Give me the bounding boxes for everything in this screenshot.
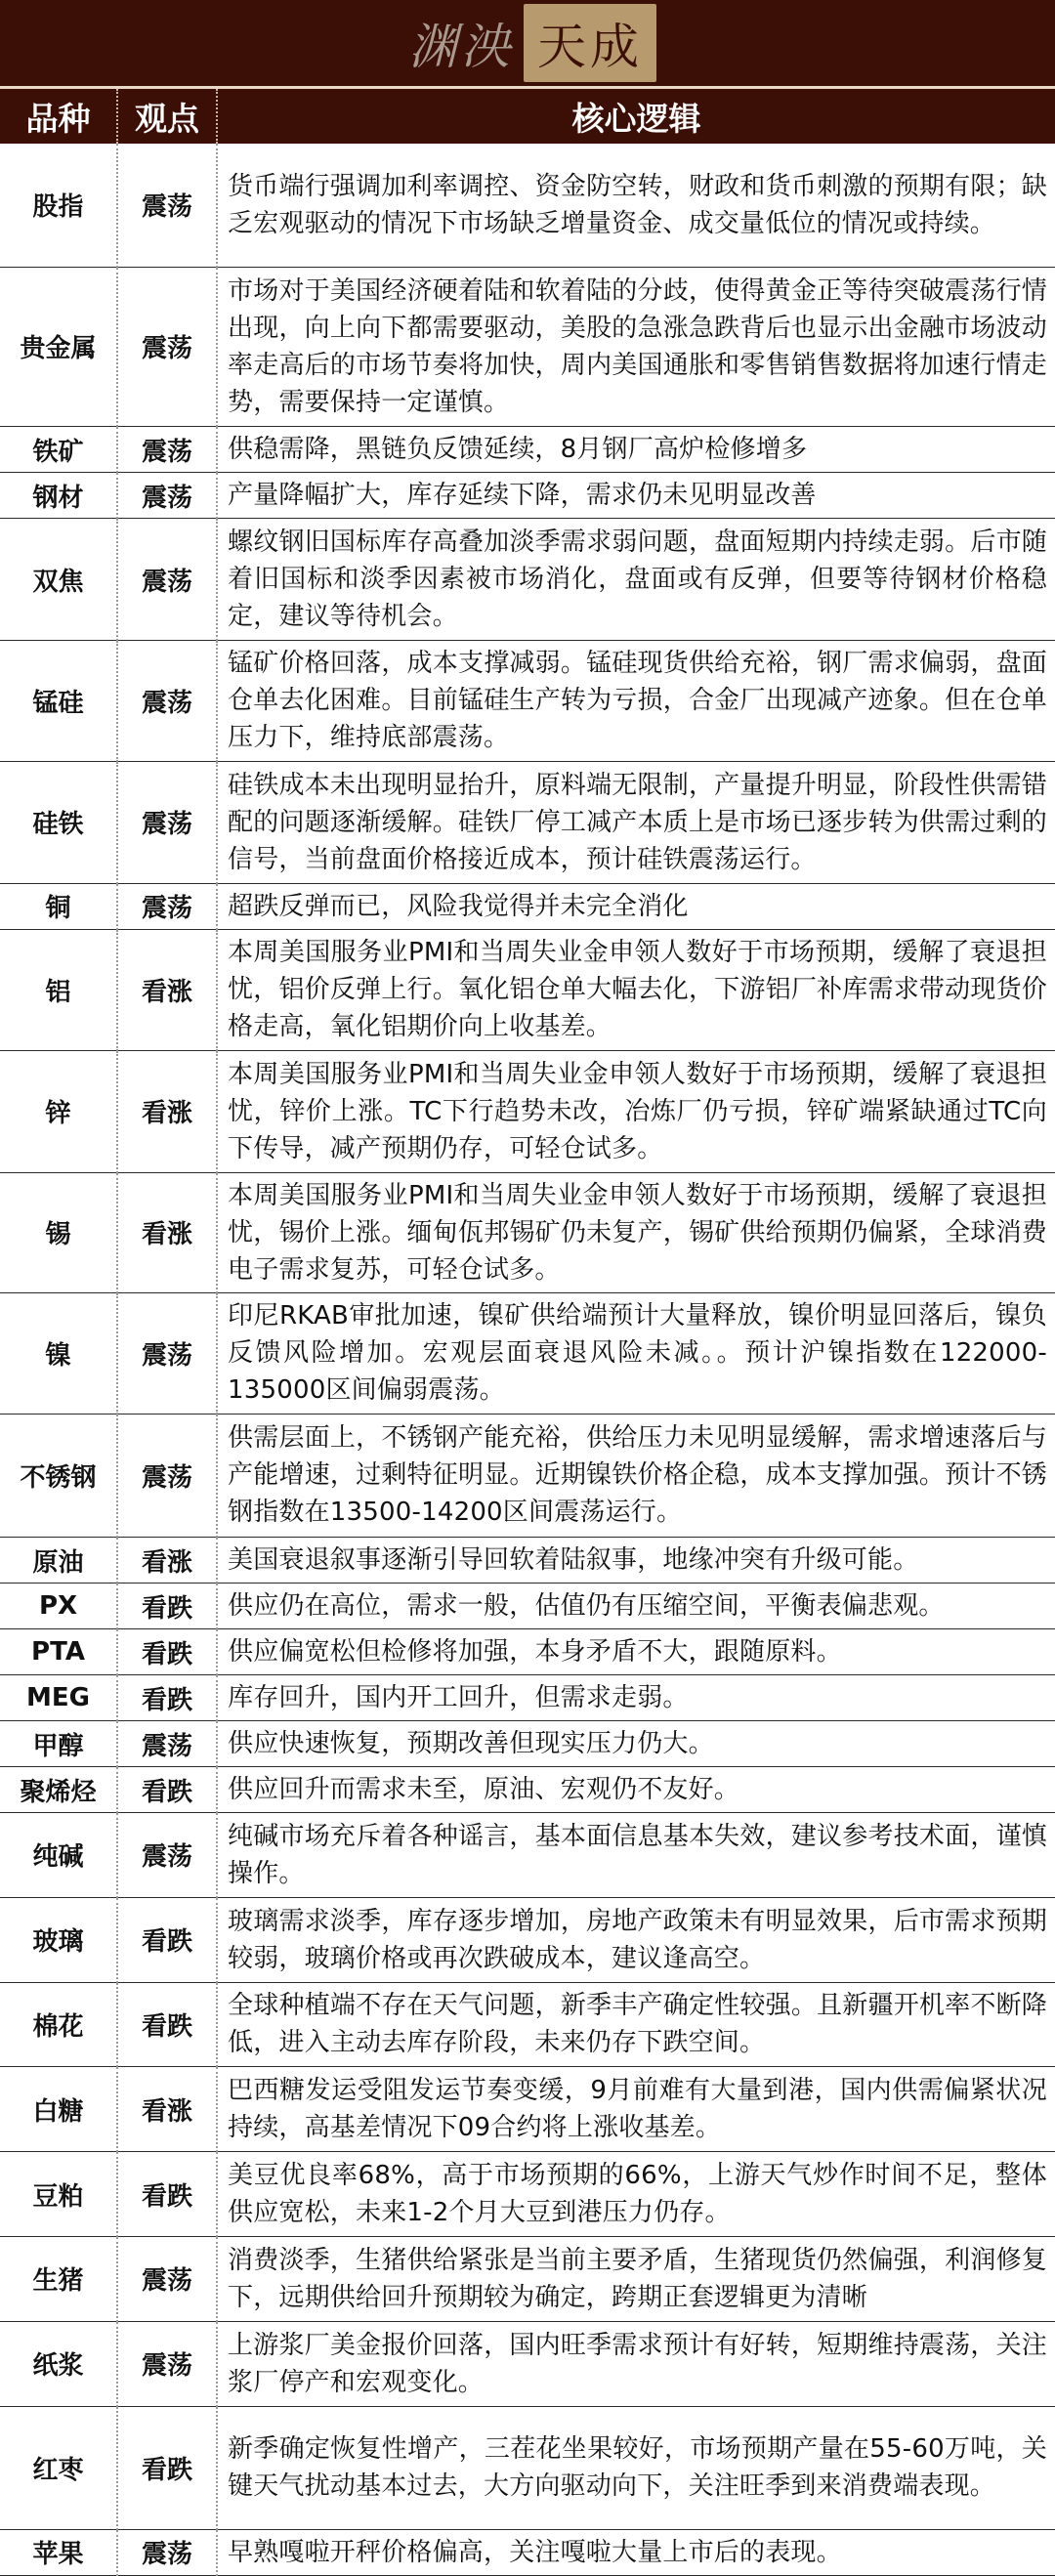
logic-cell: 上游浆厂美金报价回落，国内旺季需求预计有好转，短期维持震荡，关注浆厂停产和宏观变化。 (217, 2321, 1055, 2406)
logic-cell: 美豆优良率68%，高于市场预期的66%，上游天气炒作时间不足，整体供应宽松，未来1-2个月大豆到港压力仍存。 (217, 2152, 1055, 2237)
logic-cell: 螺纹钢旧国标库存高叠加淡季需求弱问题，盘面短期内持续走弱。后市随着旧国标和淡季因素被市场消化，盘面或有反弹，但要等待钢材价格稳定，建议等待机会。 (217, 519, 1055, 640)
logic-cell: 消费淡季，生猪供给紧张是当前主要矛盾，生猪现货仍然偏强，利润修复下，远期供给回升预期较为确定，跨期正套逻辑更为清晰 (217, 2236, 1055, 2321)
banner (0, 0, 1055, 89)
logic-cell: 供应仍在高位，需求一般，估值仍有压缩空间，平衡表偏悲观。 (217, 1584, 1055, 1629)
view-cell: 看涨 (117, 929, 217, 1050)
table-row (0, 883, 1055, 929)
table-row (0, 2236, 1055, 2321)
variety-cell: 硅铁 (0, 762, 117, 883)
variety-cell: 棉花 (0, 1982, 117, 2067)
variety-cell: 钢材 (0, 473, 117, 519)
logic-cell: 供需层面上，不锈钢产能充裕，供给压力未见明显缓解，需求增速落后与产能增速，过剩特征明显。近期镍铁价格企稳，成本支撑加强。预计不锈钢指数在13500-14200区间震荡运行。 (217, 1414, 1055, 1537)
variety-cell: 双焦 (0, 519, 117, 640)
view-cell: 看跌 (117, 1897, 217, 1982)
table-row (0, 519, 1055, 640)
logic-cell: 巴西糖发运受阻发运节奏变缓，9月前难有大量到港，国内供需偏紧状况持续，高基差情况下09合约将上涨收基差。 (217, 2067, 1055, 2152)
logic-cell: 印尼RKAB审批加速，镍矿供给端预计大量释放，镍价明显回落后，镍负反馈风险增加。宏观层面衰退风险未减。。预计沪镍指数在122000-135000区间偏弱震荡。 (217, 1292, 1055, 1414)
header-logic: 核心逻辑 (217, 89, 1055, 144)
header-view: 观点 (117, 89, 217, 144)
variety-cell: 红枣 (0, 2406, 117, 2529)
variety-cell: 纯碱 (0, 1813, 117, 1898)
view-cell: 震荡 (117, 2529, 217, 2575)
view-cell: 震荡 (117, 1292, 217, 1414)
table-row (0, 1897, 1055, 1982)
logic-cell: 硅铁成本未出现明显抬升，原料端无限制，产量提升明显，阶段性供需错配的问题逐渐缓解。硅铁厂停工减产本质上是市场已逐步转为供需过剩的信号，当前盘面价格接近成本，预计硅铁震荡运行。 (217, 762, 1055, 883)
view-cell: 看跌 (117, 1982, 217, 2067)
variety-cell: 生猪 (0, 2236, 117, 2321)
logic-cell: 新季确定恢复性增产，三茬花坐果较好，市场预期产量在55-60万吨，关键天气扰动基本过去，大方向驱动向下，关注旺季到来消费端表现。 (217, 2406, 1055, 2529)
view-cell: 震荡 (117, 427, 217, 473)
table-row (0, 640, 1055, 761)
logic-cell: 供应快速恢复，预期改善但现实压力仍大。 (217, 1721, 1055, 1767)
futures-view-table (0, 89, 1055, 2576)
view-cell: 看涨 (117, 1172, 217, 1292)
variety-cell: 豆粕 (0, 2152, 117, 2237)
view-cell: 震荡 (117, 883, 217, 929)
variety-cell: 不锈钢 (0, 1414, 117, 1537)
table-row (0, 1813, 1055, 1898)
variety-cell: 股指 (0, 144, 117, 267)
logic-cell: 货币端行强调加利率调控、资金防空转，财政和货币刺激的预期有限；缺乏宏观驱动的情况下市场缺乏增量资金、成交量低位的情况或持续。 (217, 144, 1055, 267)
logic-cell: 产量降幅扩大，库存延续下降，需求仍未见明显改善 (217, 473, 1055, 519)
variety-cell: 原油 (0, 1538, 117, 1584)
table-row (0, 1172, 1055, 1292)
view-cell: 看跌 (117, 2152, 217, 2237)
variety-cell: 锌 (0, 1051, 117, 1172)
logic-cell: 美国衰退叙事逐渐引导回软着陆叙事，地缘冲突有升级可能。 (217, 1538, 1055, 1584)
logic-cell: 本周美国服务业PMI和当周失业金申领人数好于市场预期，缓解了衰退担忧，铝价反弹上行。氧化铝仓单大幅去化，下游铝厂补库需求带动现货价格走高，氧化铝期价向上收基差。 (217, 929, 1055, 1050)
table-header-row (0, 89, 1055, 144)
table-row (0, 1982, 1055, 2067)
variety-cell: 锰硅 (0, 640, 117, 761)
view-cell: 震荡 (117, 519, 217, 640)
view-cell: 震荡 (117, 144, 217, 267)
table-row (0, 1292, 1055, 1414)
logic-cell: 库存回升，国内开工回升，但需求走弱。 (217, 1675, 1055, 1721)
view-cell: 看跌 (117, 2406, 217, 2529)
brand-logo (399, 9, 656, 77)
table-row (0, 427, 1055, 473)
view-cell: 看跌 (117, 1629, 217, 1675)
variety-cell: 聚烯烃 (0, 1767, 117, 1813)
logic-cell: 本周美国服务业PMI和当周失业金申领人数好于市场预期，缓解了衰退担忧，锡价上涨。缅甸佤邦锡矿仍未复产，锡矿供给预期仍偏紧，全球消费电子需求复苏，可轻仓试多。 (217, 1172, 1055, 1292)
variety-cell: PTA (0, 1629, 117, 1675)
table-row (0, 267, 1055, 427)
view-cell: 震荡 (117, 640, 217, 761)
table-row (0, 2067, 1055, 2152)
view-cell: 震荡 (117, 473, 217, 519)
logic-cell: 锰矿价格回落，成本支撑减弱。锰硅现货供给充裕，钢厂需求偏弱，盘面仓单去化困难。目前锰硅生产转为亏损，合金厂出现减产迹象。但在仓单压力下，维持底部震荡。 (217, 640, 1055, 761)
table-row (0, 1414, 1055, 1537)
view-cell: 震荡 (117, 762, 217, 883)
logic-cell: 供应回升而需求未至，原油、宏观仍不友好。 (217, 1767, 1055, 1813)
variety-cell: PX (0, 1584, 117, 1629)
view-cell: 看涨 (117, 1538, 217, 1584)
view-cell: 看跌 (117, 1675, 217, 1721)
table-row (0, 1675, 1055, 1721)
variety-cell: 玻璃 (0, 1897, 117, 1982)
logic-cell: 超跌反弹而已，风险我觉得并未完全消化 (217, 883, 1055, 929)
table-row (0, 2321, 1055, 2406)
logic-cell: 纯碱市场充斥着各种谣言，基本面信息基本失效，建议参考技术面，谨慎操作。 (217, 1813, 1055, 1898)
table-row (0, 2529, 1055, 2575)
table-row (0, 1538, 1055, 1584)
logic-cell: 本周美国服务业PMI和当周失业金申领人数好于市场预期，缓解了衰退担忧，锌价上涨。TC下行趋势未改，冶炼厂仍亏损，锌矿端紧缺通过TC向下传导，减产预期仍存，可轻仓试多。 (217, 1051, 1055, 1172)
table-row (0, 1584, 1055, 1629)
variety-cell: 纸浆 (0, 2321, 117, 2406)
variety-cell: 铜 (0, 883, 117, 929)
view-cell: 看跌 (117, 1584, 217, 1629)
variety-cell: 白糖 (0, 2067, 117, 2152)
view-cell: 震荡 (117, 1721, 217, 1767)
table-body (0, 144, 1055, 2575)
variety-cell: MEG (0, 1675, 117, 1721)
view-cell: 看涨 (117, 2067, 217, 2152)
table-row (0, 929, 1055, 1050)
variety-cell: 镍 (0, 1292, 117, 1414)
variety-cell: 贵金属 (0, 267, 117, 427)
table-row (0, 1721, 1055, 1767)
view-cell: 震荡 (117, 1414, 217, 1537)
table-row (0, 1051, 1055, 1172)
brand-logo-right: 天成 (524, 4, 656, 82)
variety-cell: 铁矿 (0, 427, 117, 473)
logic-cell: 供应偏宽松但检修将加强，本身矛盾不大，跟随原料。 (217, 1629, 1055, 1675)
brand-logo-left: 渊泱 (408, 19, 514, 75)
table-row (0, 1767, 1055, 1813)
logic-cell: 市场对于美国经济硬着陆和软着陆的分歧，使得黄金正等待突破震荡行情出现，向上向下都需要驱动，美股的急涨急跌背后也显示出金融市场波动率走高后的市场节奏将加快，周内美国通胀和零售销售数据将加速行情走势，需要保持一定谨慎。 (217, 267, 1055, 427)
variety-cell: 甲醇 (0, 1721, 117, 1767)
variety-cell: 锡 (0, 1172, 117, 1292)
table-row (0, 144, 1055, 267)
logic-cell: 早熟嘎啦开秤价格偏高，关注嘎啦大量上市后的表现。 (217, 2529, 1055, 2575)
table-row (0, 2406, 1055, 2529)
header-variety: 品种 (0, 89, 117, 144)
table-row (0, 2152, 1055, 2237)
variety-cell: 铝 (0, 929, 117, 1050)
table-row (0, 1629, 1055, 1675)
view-cell: 看涨 (117, 1051, 217, 1172)
table-row (0, 762, 1055, 883)
view-cell: 震荡 (117, 267, 217, 427)
view-cell: 震荡 (117, 2236, 217, 2321)
logic-cell: 全球种植端不存在天气问题，新季丰产确定性较强。且新疆开机率不断降低，进入主动去库存阶段，未来仍存下跌空间。 (217, 1982, 1055, 2067)
table-row (0, 473, 1055, 519)
logic-cell: 玻璃需求淡季，库存逐步增加，房地产政策未有明显效果，后市需求预期较弱，玻璃价格或再次跌破成本，建议逢高空。 (217, 1897, 1055, 1982)
view-cell: 震荡 (117, 1813, 217, 1898)
variety-cell: 苹果 (0, 2529, 117, 2575)
logic-cell: 供稳需降，黑链负反馈延续，8月钢厂高炉检修增多 (217, 427, 1055, 473)
view-cell: 震荡 (117, 2321, 217, 2406)
view-cell: 看跌 (117, 1767, 217, 1813)
